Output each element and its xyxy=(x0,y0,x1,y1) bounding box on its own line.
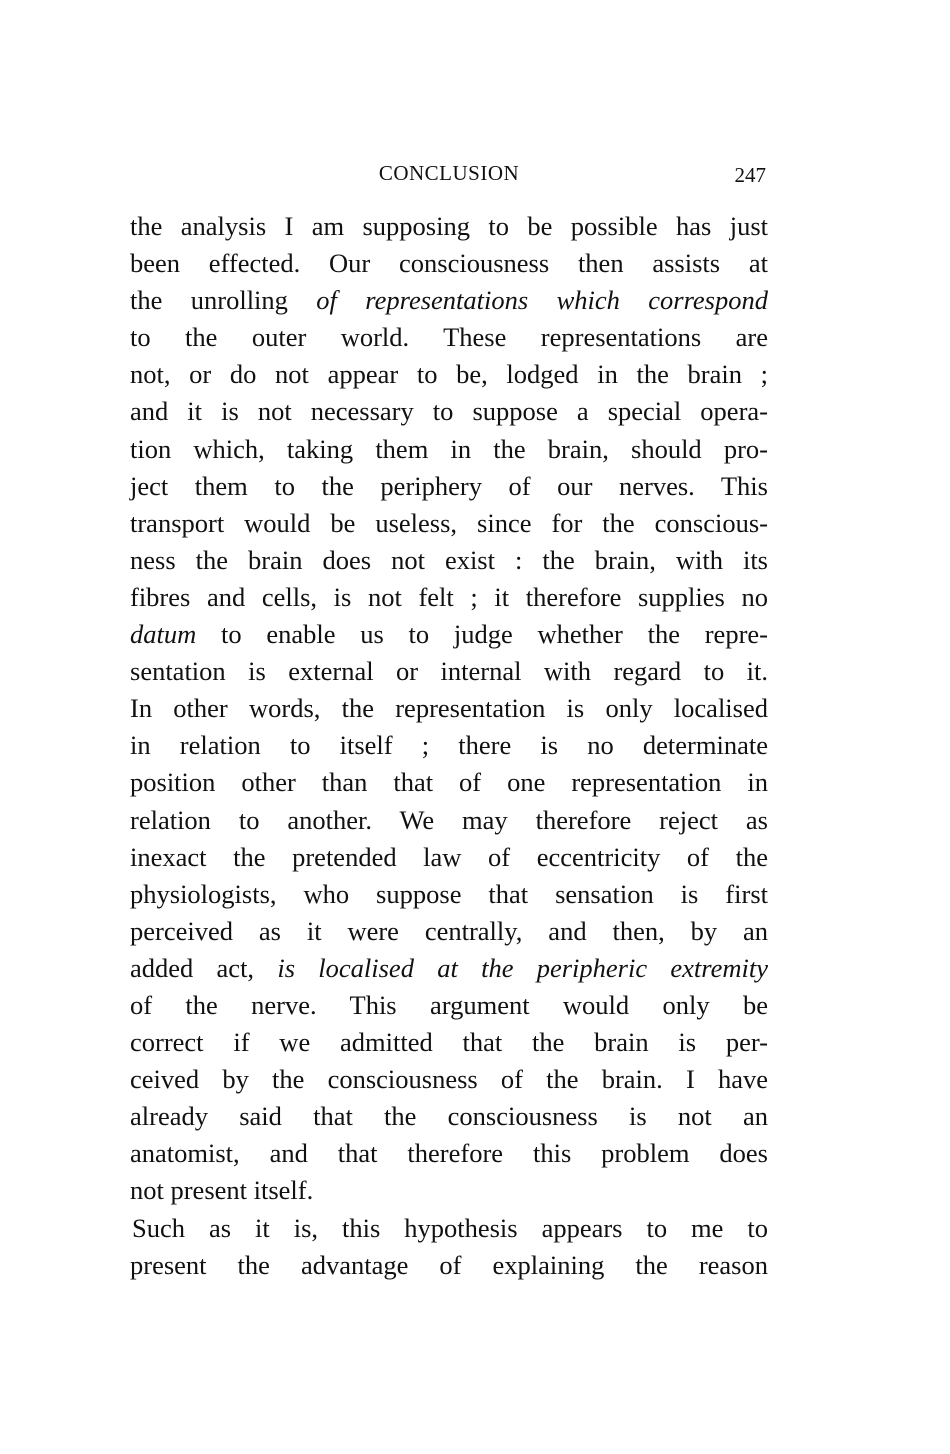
text-segment: present the advantage of explaining the reason xyxy=(130,1249,768,1280)
page-number: 247 xyxy=(734,163,766,187)
text-segment: ject them to the periphery of our nerves. This xyxy=(130,470,768,501)
text-segment: the unrolling xyxy=(130,285,317,316)
text-segment: inexact the pretended law of eccentricity of the xyxy=(130,841,768,872)
text-line xyxy=(130,987,768,1024)
running-title: CONCLUSION xyxy=(378,161,520,185)
text-segment: added act, xyxy=(130,952,278,983)
text-segment: position other than that of one representation in xyxy=(130,767,768,798)
text-line xyxy=(130,1098,768,1135)
body-text xyxy=(130,208,768,1284)
text-segment: and it is not necessary to suppose a special opera- xyxy=(130,396,768,427)
text-segment: physiologists, who suppose that sensation is first xyxy=(130,878,768,909)
italic-text: datum xyxy=(130,619,197,650)
text-line xyxy=(130,245,768,282)
text-line xyxy=(130,802,768,839)
text-line xyxy=(130,1247,768,1284)
text-line xyxy=(130,542,768,579)
text-segment: of the nerve. This argument would only be xyxy=(130,989,768,1020)
text-line xyxy=(130,1210,768,1247)
text-segment: already said that the consciousness is not an xyxy=(130,1101,768,1132)
text-segment: perceived as it were centrally, and then, by an xyxy=(130,915,768,946)
text-segment: in relation to itself ; there is no determinate xyxy=(130,730,768,761)
text-line xyxy=(130,431,768,468)
italic-text: of representations which correspond xyxy=(316,285,768,316)
text-line xyxy=(130,356,768,393)
text-line xyxy=(130,208,768,245)
text-segment: been effected. Our consciousness then assists at xyxy=(130,248,768,279)
text-segment: ness the brain does not exist : the brain, with its xyxy=(130,544,768,575)
text-segment: sentation is external or internal with regard to it. xyxy=(130,656,768,687)
text-line xyxy=(130,1135,768,1172)
text-segment: In other words, the representation is only localised xyxy=(130,693,768,724)
text-segment: relation to another. We may therefore reject as xyxy=(130,804,768,835)
text-segment: anatomist, and that therefore this problem does xyxy=(130,1138,768,1169)
text-line xyxy=(130,876,768,913)
text-segment: fibres and cells, is not felt ; it therefore supplies no xyxy=(130,581,768,612)
text-segment: transport would be useless, since for the conscious- xyxy=(130,507,768,538)
text-line xyxy=(130,505,768,542)
text-line xyxy=(130,913,768,950)
text-line xyxy=(130,393,768,430)
text-line xyxy=(130,727,768,764)
text-line xyxy=(130,1172,768,1209)
text-line xyxy=(130,282,768,319)
text-segment: Such as it is, this hypothesis appears to me to xyxy=(132,1212,768,1243)
text-line xyxy=(130,468,768,505)
text-segment: tion which, taking them in the brain, should pro- xyxy=(130,433,768,464)
text-line xyxy=(130,839,768,876)
text-segment: to enable us to judge whether the repre- xyxy=(196,619,768,650)
text-line xyxy=(130,950,768,987)
text-segment: not present itself. xyxy=(130,1175,314,1206)
text-segment: the analysis I am supposing to be possible has just xyxy=(130,211,768,241)
text-line xyxy=(130,1024,768,1061)
text-line xyxy=(130,690,768,727)
text-line xyxy=(130,653,768,690)
text-segment: not, or do not appear to be, lodged in the brain ; xyxy=(130,359,768,390)
text-line xyxy=(130,764,768,801)
text-line xyxy=(130,579,768,616)
text-line xyxy=(130,319,768,356)
text-segment: to the outer world. These representations are xyxy=(130,322,768,353)
italic-text: is localised at the peripheric extremity xyxy=(277,952,768,983)
text-line xyxy=(130,616,768,653)
text-line xyxy=(130,1061,768,1098)
text-segment: ceived by the consciousness of the brain. I have xyxy=(130,1064,768,1095)
text-segment: correct if we admitted that the brain is per- xyxy=(130,1027,768,1058)
page-header xyxy=(130,155,768,191)
